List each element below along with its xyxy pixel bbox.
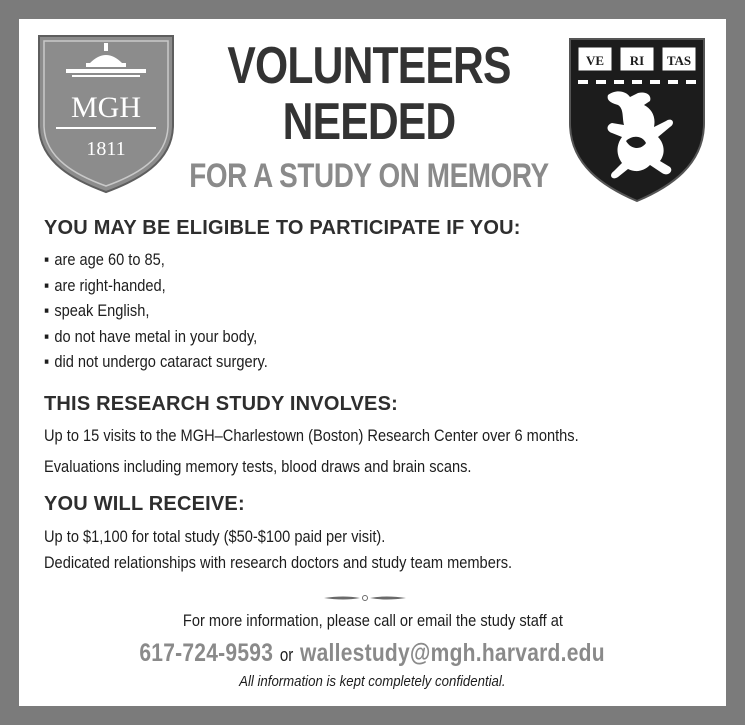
or-text: or bbox=[280, 645, 294, 665]
harvard-shield-icon bbox=[568, 37, 706, 203]
motto-ri: RI bbox=[629, 53, 645, 68]
eligibility-heading: YOU MAY BE ELIGIBLE TO PARTICIPATE IF YOU: bbox=[44, 217, 521, 239]
list-item: ▪ speak English, bbox=[44, 301, 150, 320]
receive-line-payment: Up to $1,100 for total study ($50-$100 paid per visit). bbox=[44, 527, 386, 546]
title-line-1: VOLUNTEERS bbox=[227, 37, 511, 95]
list-item: ▪ did not undergo cataract surgery. bbox=[44, 352, 268, 371]
mgh-logo-icon bbox=[36, 33, 176, 195]
receive-heading: YOU WILL RECEIVE: bbox=[44, 493, 245, 515]
email-link[interactable]: wallestudy@mgh.harvard.edu bbox=[300, 639, 606, 667]
involves-heading: THIS RESEARCH STUDY INVOLVES: bbox=[44, 393, 398, 415]
involves-line-visits: Up to 15 visits to the MGH–Charlestown (Boston) Research Center over 6 months. bbox=[44, 426, 579, 445]
flyer bbox=[19, 19, 726, 706]
list-item: ▪ are age 60 to 85, bbox=[44, 250, 165, 269]
list-item: ▪ do not have metal in your body, bbox=[44, 326, 258, 346]
confidentiality-note: All information is kept completely confidential. bbox=[239, 673, 506, 690]
list-item: ▪ are right-handed, bbox=[44, 275, 166, 295]
phone-link[interactable]: 617-724-9593 bbox=[139, 639, 274, 667]
mgh-logo-text: MGH bbox=[70, 91, 142, 124]
ornament-divider-icon bbox=[324, 593, 406, 603]
eligibility-list bbox=[44, 247, 304, 375]
motto-ve: VE bbox=[585, 53, 605, 68]
contact-line bbox=[19, 639, 726, 668]
contact-intro: For more information, please call or email the study staff at bbox=[182, 611, 563, 630]
subtitle: FOR A STUDY ON MEMORY bbox=[189, 157, 549, 195]
title-line-2: NEEDED bbox=[282, 93, 456, 151]
receive-line-relationships: Dedicated relationships with research doctors and study team members. bbox=[44, 553, 513, 572]
involves-line-evaluations: Evaluations including memory tests, blood draws and brain scans. bbox=[44, 457, 472, 476]
mgh-logo-year: 1811 bbox=[86, 138, 126, 160]
motto-tas: TAS bbox=[666, 53, 692, 68]
